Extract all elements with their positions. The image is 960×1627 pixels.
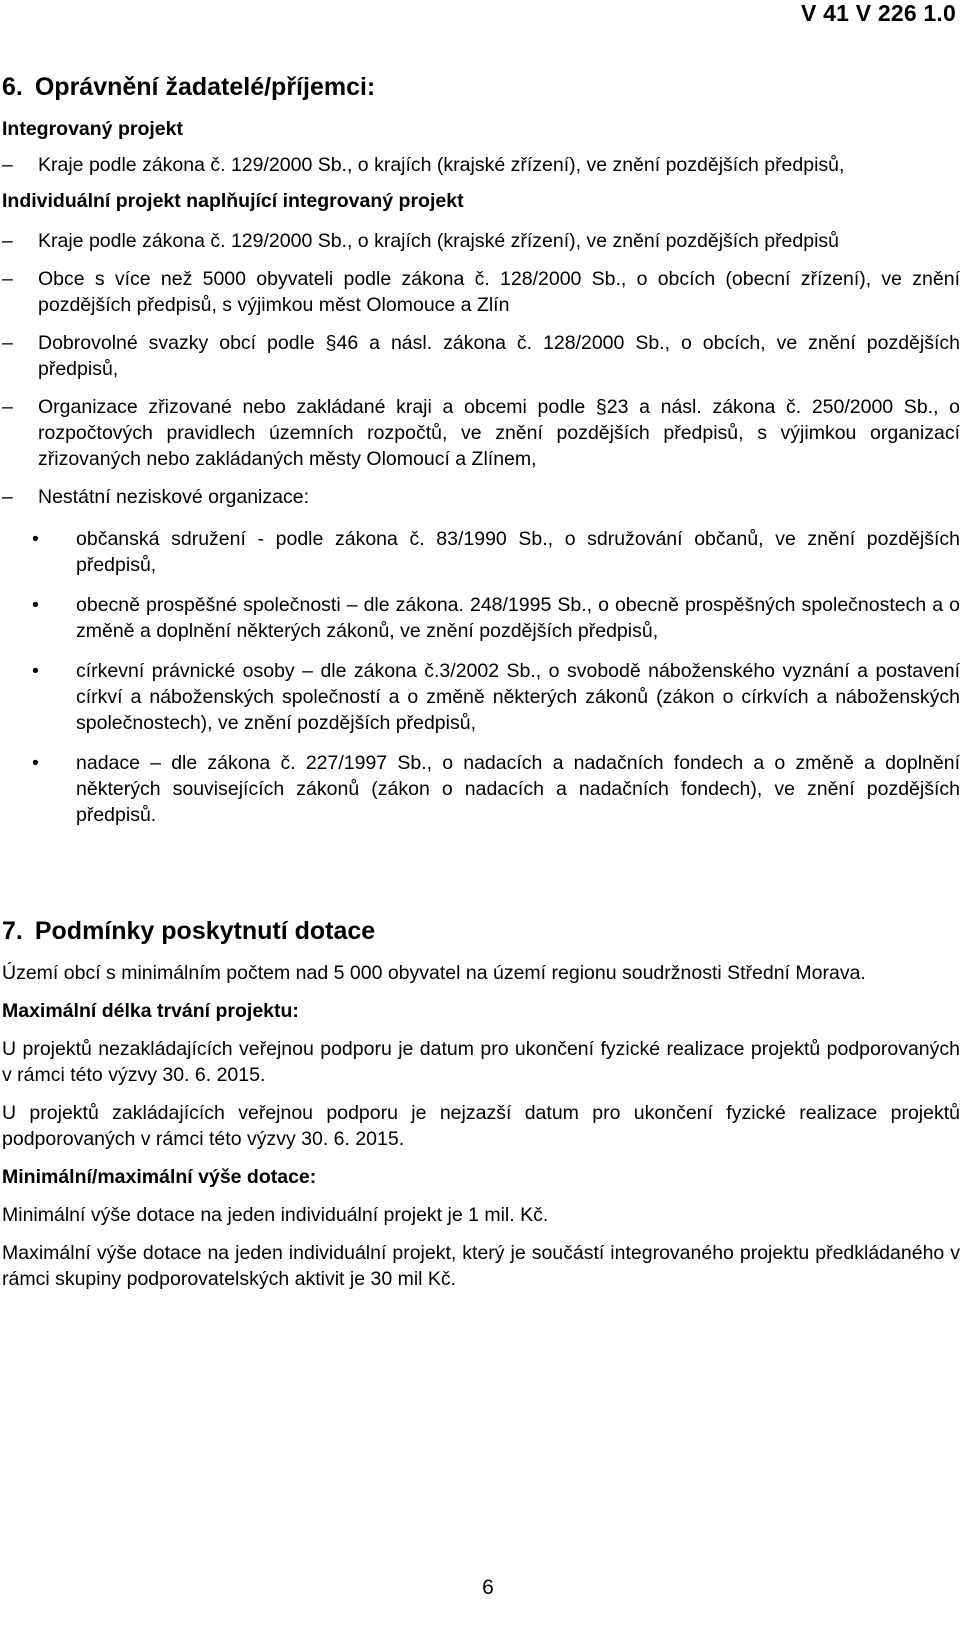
individual-project-heading: Individuální projekt naplňující integrovaný projekt	[2, 190, 464, 212]
amount-paragraph-2: Maximální výše dotace na jeden individuální projekt, který je součástí integrovaného projektu předkládaného v rámci skupiny podporovatelských aktivit je 30 mil Kč.	[2, 1242, 960, 1290]
list-item-text: nadace – dle zákona č. 227/1997 Sb., o nadacích a nadačních fondech a o změně a doplnění některých souvisejících zákonů (zákon o nadacích a nadačních fondech), ve znění pozdějších předpisů.	[76, 752, 960, 826]
bullet-marker: •	[32, 660, 39, 682]
section-6-number: 6.	[2, 73, 23, 101]
list-item-text: církevní právnické osoby – dle zákona č.3/2002 Sb., o svobodě náboženského vyznání a postavení církví a náboženských společností a o změně některých zákonů (zákon o církvích a náboženských společnostech), ve znění pozdějších předpisů,	[76, 660, 960, 734]
integrated-project-list	[2, 152, 960, 178]
duration-paragraph-2: U projektů zakládajících veřejnou podporu je nejzazší datum pro ukončení fyzické realizace projektů podporovaných v rámci této výzvy 30. 6. 2015.	[2, 1102, 960, 1150]
list-item	[2, 394, 960, 472]
list-item-text: Obce s více než 5000 obyvateli podle zákona č. 128/2000 Sb., o obcích (obecní zřízení), ve znění pozdějších předpisů, s výjimkou měst Olomouce a Zlín	[38, 268, 960, 316]
section-6-title: Oprávnění žadatelé/příjemci:	[34, 73, 376, 101]
list-item	[2, 228, 960, 254]
list-item-text: Kraje podle zákona č. 129/2000 Sb., o krajích (krajské zřízení), ve znění pozdějších předpisů	[38, 230, 840, 252]
dash-marker: –	[2, 396, 13, 418]
list-item	[2, 330, 960, 382]
section-7-heading	[2, 916, 960, 946]
dash-marker: –	[2, 486, 13, 508]
integrated-project-heading: Integrovaný projekt	[2, 118, 183, 140]
list-item-text: obecně prospěšné společnosti – dle zákona. 248/1995 Sb., o obecně prospěšných společnostech a o změně a doplnění některých zákonů, ve znění pozdějších předpisů,	[76, 594, 960, 642]
list-item-text: Dobrovolné svazky obcí podle §46 a násl. zákona č. 128/2000 Sb., o obcích, ve znění pozdějších předpisů,	[38, 332, 960, 380]
list-item	[2, 266, 960, 318]
list-item	[2, 484, 960, 510]
list-item	[2, 526, 960, 578]
amount-paragraph-1: Minimální výše dotace na jeden individuální projekt je 1 mil. Kč.	[2, 1204, 549, 1226]
list-item	[2, 152, 960, 178]
list-item-text: Kraje podle zákona č. 129/2000 Sb., o krajích (krajské zřízení), ve znění pozdějších předpisů,	[38, 154, 845, 176]
territory-paragraph: Území obcí s minimálním počtem nad 5 000 obyvatel na území regionu soudržnosti Střední Morava.	[2, 962, 866, 984]
individual-project-list	[2, 228, 960, 510]
list-item	[2, 592, 960, 644]
bullet-marker: •	[32, 528, 39, 550]
document-code: V 41 V 226 1.0	[801, 0, 956, 26]
list-item	[2, 658, 960, 736]
bullet-marker: •	[32, 594, 39, 616]
page-content	[2, 72, 960, 1292]
dash-marker: –	[2, 230, 13, 252]
dash-marker: –	[2, 332, 13, 354]
list-item-text: občanská sdružení - podle zákona č. 83/1990 Sb., o sdružování občanů, ve znění pozdějších předpisů,	[76, 528, 960, 576]
list-item-text: Nestátní neziskové organizace:	[38, 486, 309, 508]
amount-heading: Minimální/maximální výše dotace:	[2, 1166, 317, 1188]
duration-heading: Maximální délka trvání projektu:	[2, 1000, 299, 1022]
bullet-marker: •	[32, 752, 39, 774]
section-7-number: 7.	[2, 917, 23, 945]
section-7-title: Podmínky poskytnutí dotace	[34, 917, 376, 945]
ngo-list	[2, 526, 960, 828]
section-6-heading	[2, 72, 960, 102]
dash-marker: –	[2, 268, 13, 290]
list-item-text: Organizace zřizované nebo zakládané kraji a obcemi podle §23 a násl. zákona č. 250/2000 Sb., o rozpočtových pravidlech územních rozpočtů, ve znění pozdějších předpisů, s výjimkou organizací zřizovaných nebo zakládaných městy Olomoucí a Zlínem,	[38, 396, 960, 470]
duration-paragraph-1: U projektů nezakládajících veřejnou podporu je datum pro ukončení fyzické realizace projektů podporovaných v rámci této výzvy 30. 6. 2015.	[2, 1038, 960, 1086]
list-item	[2, 750, 960, 828]
dash-marker: –	[2, 154, 13, 176]
page-number: 6	[482, 1576, 494, 1599]
